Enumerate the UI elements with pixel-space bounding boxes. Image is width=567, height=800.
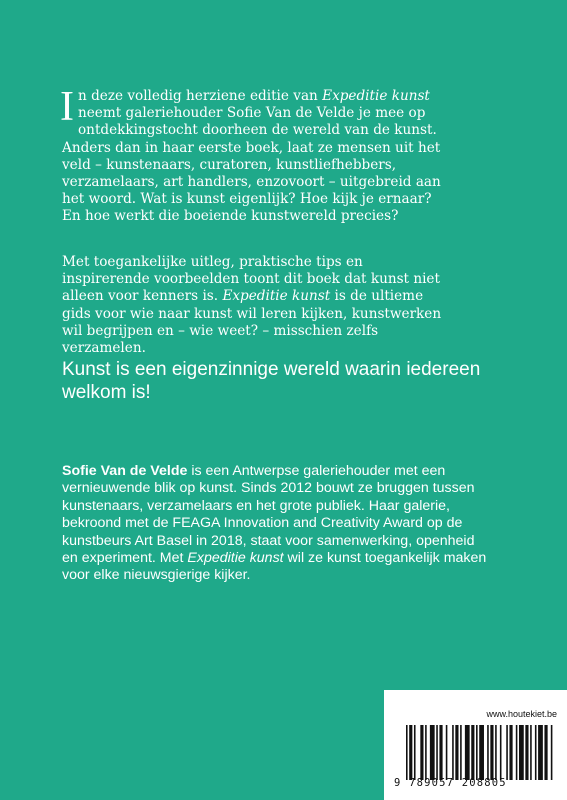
intro-paragraph	[60, 84, 442, 226]
barcode-bar	[446, 725, 448, 780]
drop-cap: I	[60, 84, 74, 130]
barcode-bar	[409, 725, 412, 780]
barcode-bar	[525, 725, 528, 780]
para2-text-b: is de ultieme gids voor wie naar kunst wil leren kijken, kunstwerken wil begrijpen en – wie weet? – misschien zelfs verzamelen.	[62, 288, 442, 357]
author-name: Sofie Van de Velde	[62, 463, 188, 479]
barcode-bar	[538, 725, 543, 780]
tagline: Kunst is een eigenzinnige wereld waarin iedereen welkom is!	[62, 359, 481, 403]
publisher-url: www.houtekiet.be	[486, 709, 557, 719]
bio-text-b: wil ze kunst toegankelijk maken voor elke nieuwsgierige kijker.	[62, 550, 487, 584]
author-bio	[62, 463, 492, 585]
barcode-bar	[519, 725, 524, 780]
intro-text-a: n deze volledig herziene editie van	[78, 88, 323, 104]
barcode-bar	[500, 725, 502, 780]
barcode-bar	[406, 725, 408, 780]
barcode-digits: 9 789057 208805	[394, 777, 507, 789]
barcode-bar	[460, 725, 462, 780]
barcode-bar	[535, 725, 537, 780]
barcode-bar	[490, 725, 493, 780]
barcode-bar	[544, 725, 547, 780]
barcode-bar	[465, 725, 470, 780]
barcode-bar	[425, 725, 427, 780]
barcode-bar	[530, 725, 532, 780]
barcode-bar	[430, 725, 435, 780]
para2-text-a: Met toegankelijke uitleg, praktische tips en inspirerende voorbeelden toont dit boek dat kunst niet alleen voor kenners is.	[62, 254, 440, 305]
barcode-bar	[439, 725, 442, 780]
barcode-bar	[551, 725, 553, 780]
second-paragraph	[62, 254, 442, 357]
barcode-bar	[455, 725, 458, 780]
barcode-bar	[436, 725, 438, 780]
barcode-bar	[516, 725, 518, 780]
barcode-bar	[471, 725, 474, 780]
barcode-bar	[414, 725, 416, 780]
barcode-bar	[420, 725, 423, 780]
para2-book-title: Expeditie kunst	[222, 288, 331, 305]
bio-book-title: Expeditie kunst	[187, 550, 284, 567]
barcode-graphic	[406, 725, 554, 780]
barcode-bar	[487, 725, 489, 780]
intro-text-b: neemt galeriehouder Sofie Van de Velde je mee op ontdekkingstocht doorheen de wereld van de kunst. Anders dan in haar eerste boek, laat ze mensen uit het veld – kunstenaars, curatoren, kunstliefhebbers, verzamelaars, art handlers, enzovoort – uitgebreid aan het woord. Wat is kunst eigenlijk? Hoe kijk je ernaar? En hoe werkt die boeiende kunstwereld precies?	[62, 105, 441, 225]
bio-text-a: is een Antwerpse galeriehouder met een vernieuwende blik op kunst. Sinds 2012 bouwt ze bruggen tussen kunstenaars, verzamelaars en het grote publiek. Haar galerie, bekroond met de FEAGA Innovation and Creativity Award op de kunstbeurs Art Basel in 2018, staat voor samenwerking, openheid en experiment. Met	[62, 463, 475, 567]
barcode-bar	[495, 725, 497, 780]
barcode-bar	[509, 725, 512, 780]
barcode-bar	[476, 725, 478, 780]
barcode-panel	[384, 690, 567, 800]
barcode-bar	[452, 725, 454, 780]
barcode-bar	[479, 725, 484, 780]
barcode-bar	[506, 725, 508, 780]
intro-book-title: Expeditie kunst	[322, 88, 430, 104]
